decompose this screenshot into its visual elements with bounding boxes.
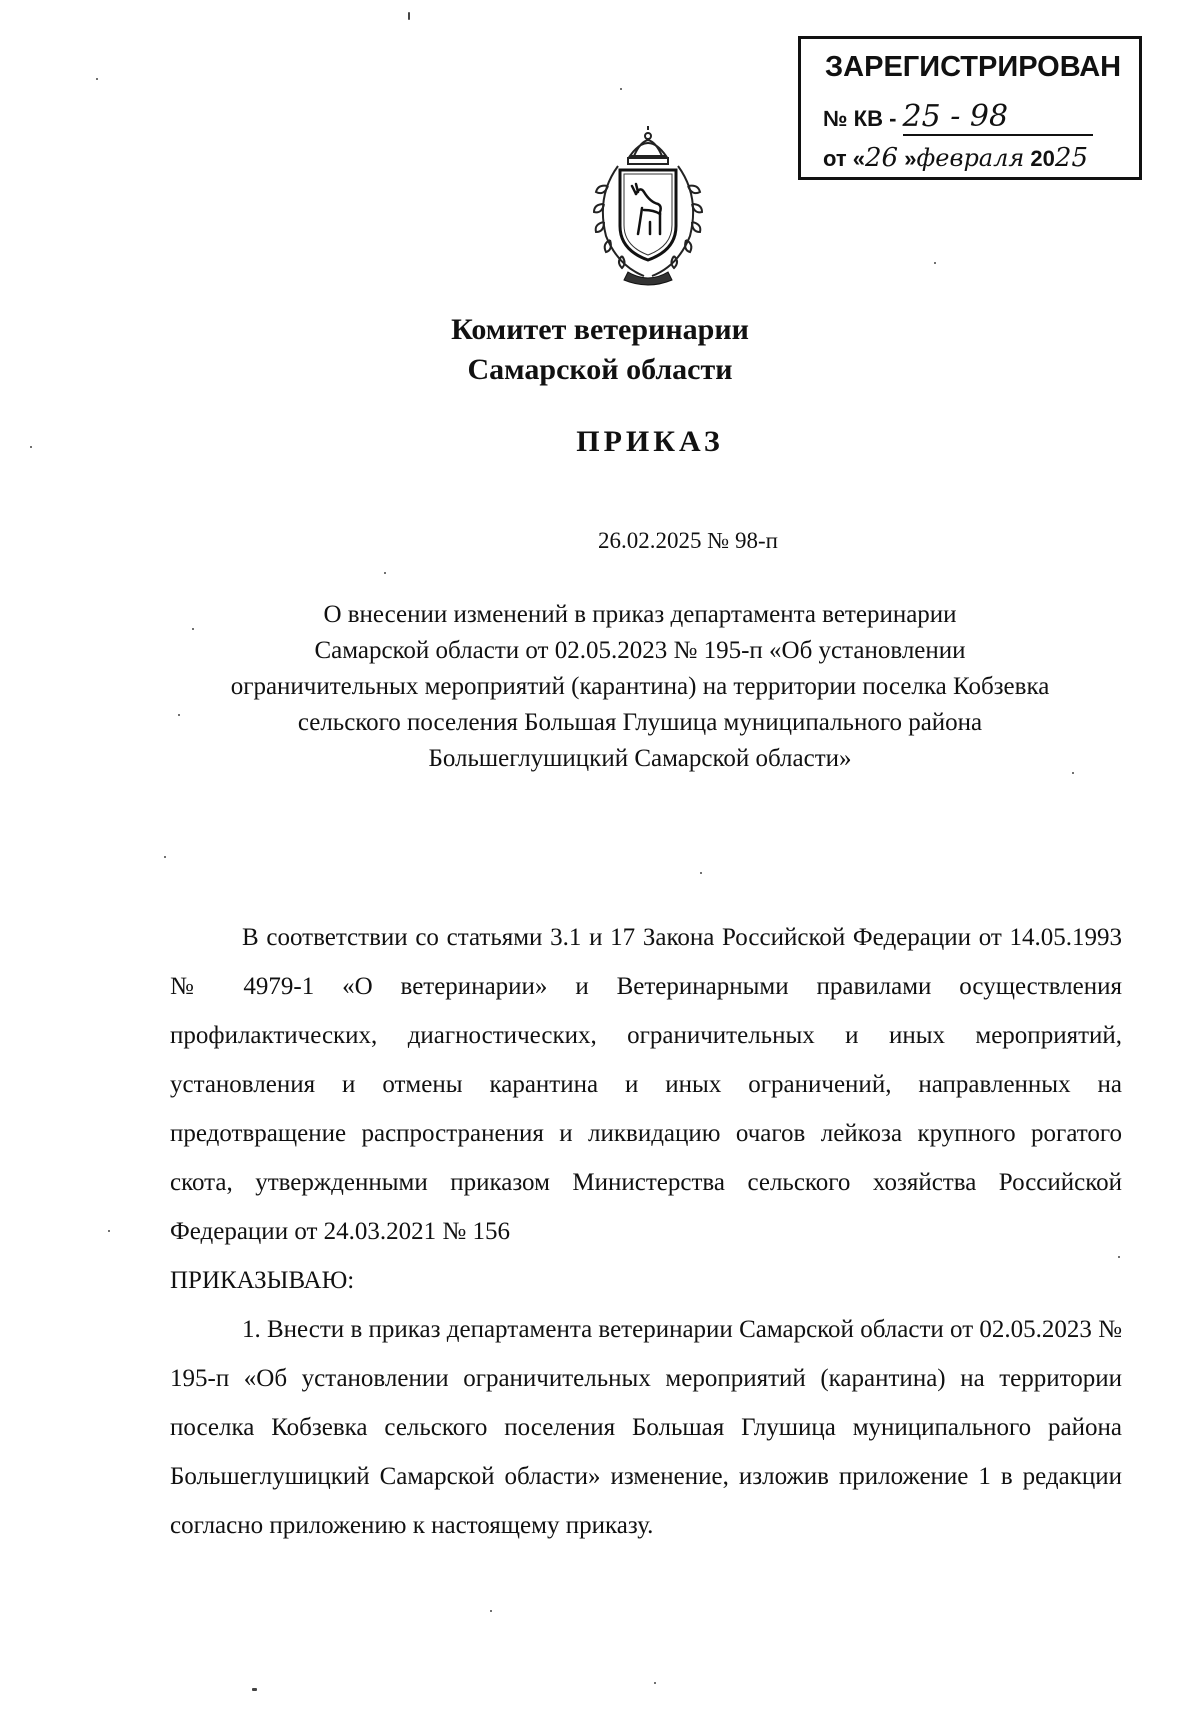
stamp-month-handwritten: февраля (916, 144, 1025, 172)
stamp-number-line (903, 99, 1093, 136)
stamp-number-row (823, 99, 1093, 136)
scan-speck (252, 1688, 257, 1691)
scan-speck (1118, 1256, 1120, 1258)
scan-speck (1072, 772, 1074, 774)
subject-line-4: сельского поселения Большая Глушица муниципального района (297, 709, 983, 736)
subject-line-3: ограничительных мероприятий (карантина) на территории поселка Кобзевка (230, 673, 1050, 700)
scan-speck (192, 628, 194, 630)
stamp-day-handwritten: 26 (865, 143, 899, 173)
subject-line-5: Большеглушицкий Самарской области» (428, 745, 852, 772)
document-body (170, 913, 1122, 1550)
scan-speck (96, 78, 98, 80)
document-date-number: 26.02.2025 № 98-п (598, 528, 778, 553)
order-word: ПРИКАЗЫВАЮ: (170, 1267, 355, 1294)
stamp-year-prefix: 20 (1030, 146, 1055, 171)
org-line-1: Комитет ветеринарии (451, 313, 749, 346)
stamp-title: ЗАРЕГИСТРИРОВАН (825, 51, 1122, 83)
registration-stamp (798, 36, 1142, 180)
scan-speck (164, 856, 166, 858)
document-type: ПРИКАЗ (576, 425, 724, 458)
stamp-number-handwritten: 25 - 98 (902, 99, 1009, 134)
scan-speck (408, 12, 410, 20)
scan-speck (490, 1610, 492, 1612)
org-line-2: Самарской области (467, 353, 733, 386)
subject-line-1: О внесении изменений в приказ департамента ветеринарии (323, 601, 957, 628)
body-paragraph-preamble: В соответствии со статьями 3.1 и 17 Закона Российской Федерации от 14.05.1993 № 4979-1 «О ветеринарии» и Ветеринарными правилами осуществления профилактических, диагностических, ограничительных и иных мероприятий, установления и отмены карантина и иных ограничений, направленных на предотвращение распространения и ликвидацию очагов лейкоза крупного рогатого скота, утвержденными приказом Министерства сельского хозяйства Российской Федерации от 24.03.2021 № 156 (170, 924, 1122, 1245)
stamp-number-prefix: № КВ - (823, 106, 897, 131)
subject-line-2: Самарской области от 02.05.2023 № 195-п «Об установлении (314, 637, 966, 664)
stamp-year-handwritten: 25 (1054, 143, 1088, 173)
organization-name (0, 310, 1200, 390)
stamp-date-mid: » (904, 146, 917, 171)
stamp-date-prefix: от « (823, 146, 866, 171)
scan-speck (654, 1682, 656, 1684)
scan-speck (178, 714, 180, 716)
scan-speck (30, 446, 32, 448)
stamp-date-row (823, 143, 1088, 173)
scan-speck (700, 872, 702, 874)
scan-speck (108, 1230, 110, 1232)
document-subject (140, 597, 1140, 777)
scan-speck (934, 262, 936, 264)
scan-speck (620, 88, 622, 90)
scan-speck (384, 572, 386, 574)
coat-of-arms-emblem (578, 126, 718, 286)
body-paragraph-item-1: 1. Внести в приказ департамента ветеринарии Самарской области от 02.05.2023 № 195-п «Об установлении ограничительных мероприятий (карантина) на территории поселка Кобзевка сельского поселения Большая Глушица муниципального района Большеглушицкий Самарской области» изменение, изложив приложение 1 в редакции согласно приложению к настоящему приказу. (170, 1316, 1122, 1539)
